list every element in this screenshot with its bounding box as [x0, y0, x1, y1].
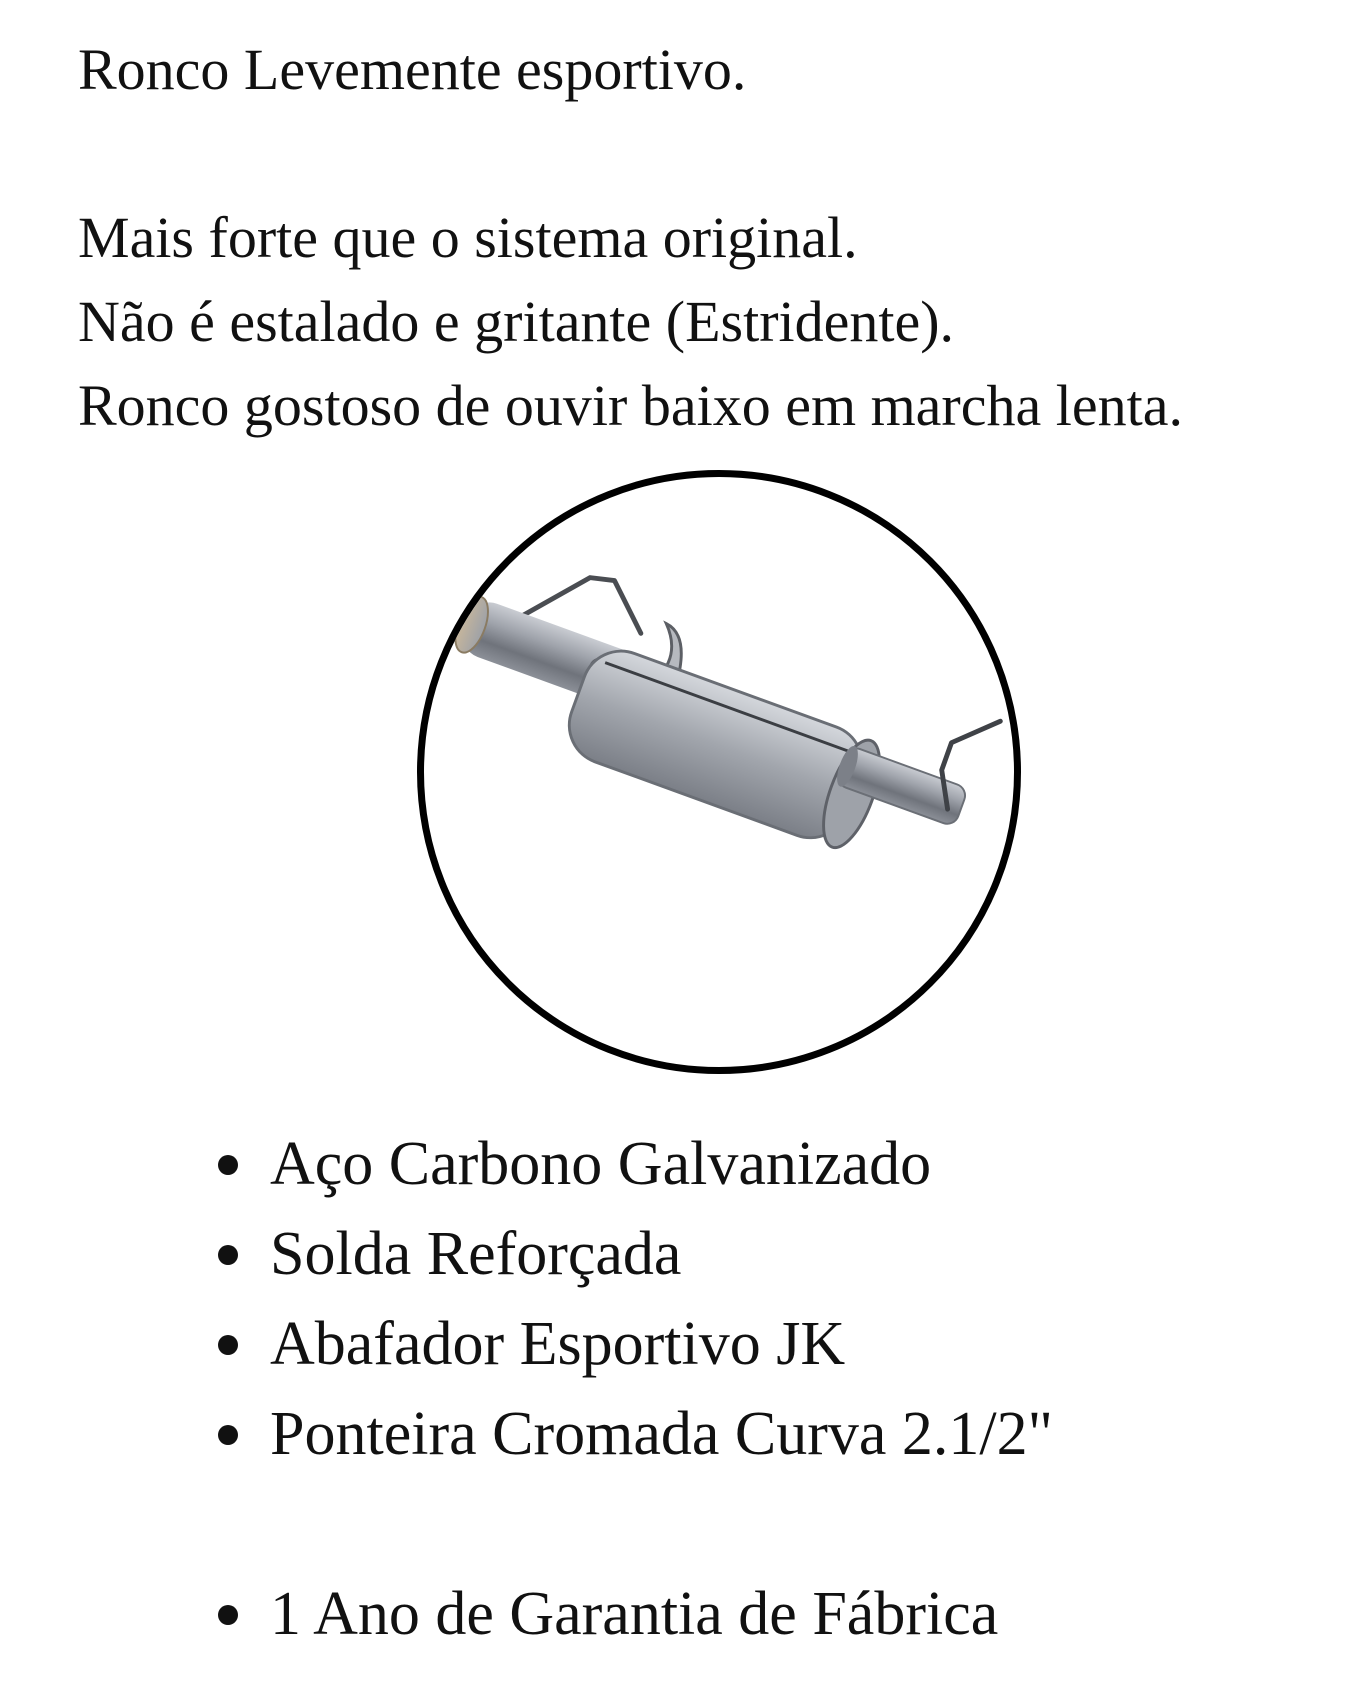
bullet-icon	[218, 1155, 238, 1175]
feature-label: 1 Ano de Garantia de Fábrica	[270, 1579, 999, 1648]
bullet-icon	[218, 1605, 238, 1625]
feature-item-warranty	[210, 1569, 1053, 1659]
muffler-exhaust-icon	[424, 477, 1014, 1067]
product-image-frame	[417, 470, 1021, 1074]
bullet-icon	[218, 1335, 238, 1355]
intro-line-stronger: Mais forte que o sistema original.	[78, 205, 858, 270]
feature-item-weld	[210, 1209, 1053, 1299]
feature-label: Aço Carbono Galvanizado	[270, 1129, 932, 1198]
feature-item-muffler	[210, 1299, 1053, 1389]
feature-item-tip	[210, 1389, 1053, 1479]
feature-label: Ponteira Cromada Curva 2.1/2"	[270, 1399, 1053, 1468]
intro-spacer	[78, 112, 1298, 196]
intro-text-block	[78, 28, 1298, 448]
intro-line-sound: Ronco Levemente esportivo.	[78, 37, 747, 102]
bullet-icon	[218, 1245, 238, 1265]
feature-list	[210, 1119, 1053, 1659]
intro-line-idle: Ronco gostoso de ouvir baixo em marcha lenta.	[78, 373, 1183, 438]
feature-label: Abafador Esportivo JK	[270, 1309, 846, 1378]
intro-line-not-shrill: Não é estalado e gritante (Estridente).	[78, 289, 955, 354]
bullet-icon	[218, 1425, 238, 1445]
feature-item-galvanized	[210, 1119, 1053, 1209]
feature-label: Solda Reforçada	[270, 1219, 682, 1288]
